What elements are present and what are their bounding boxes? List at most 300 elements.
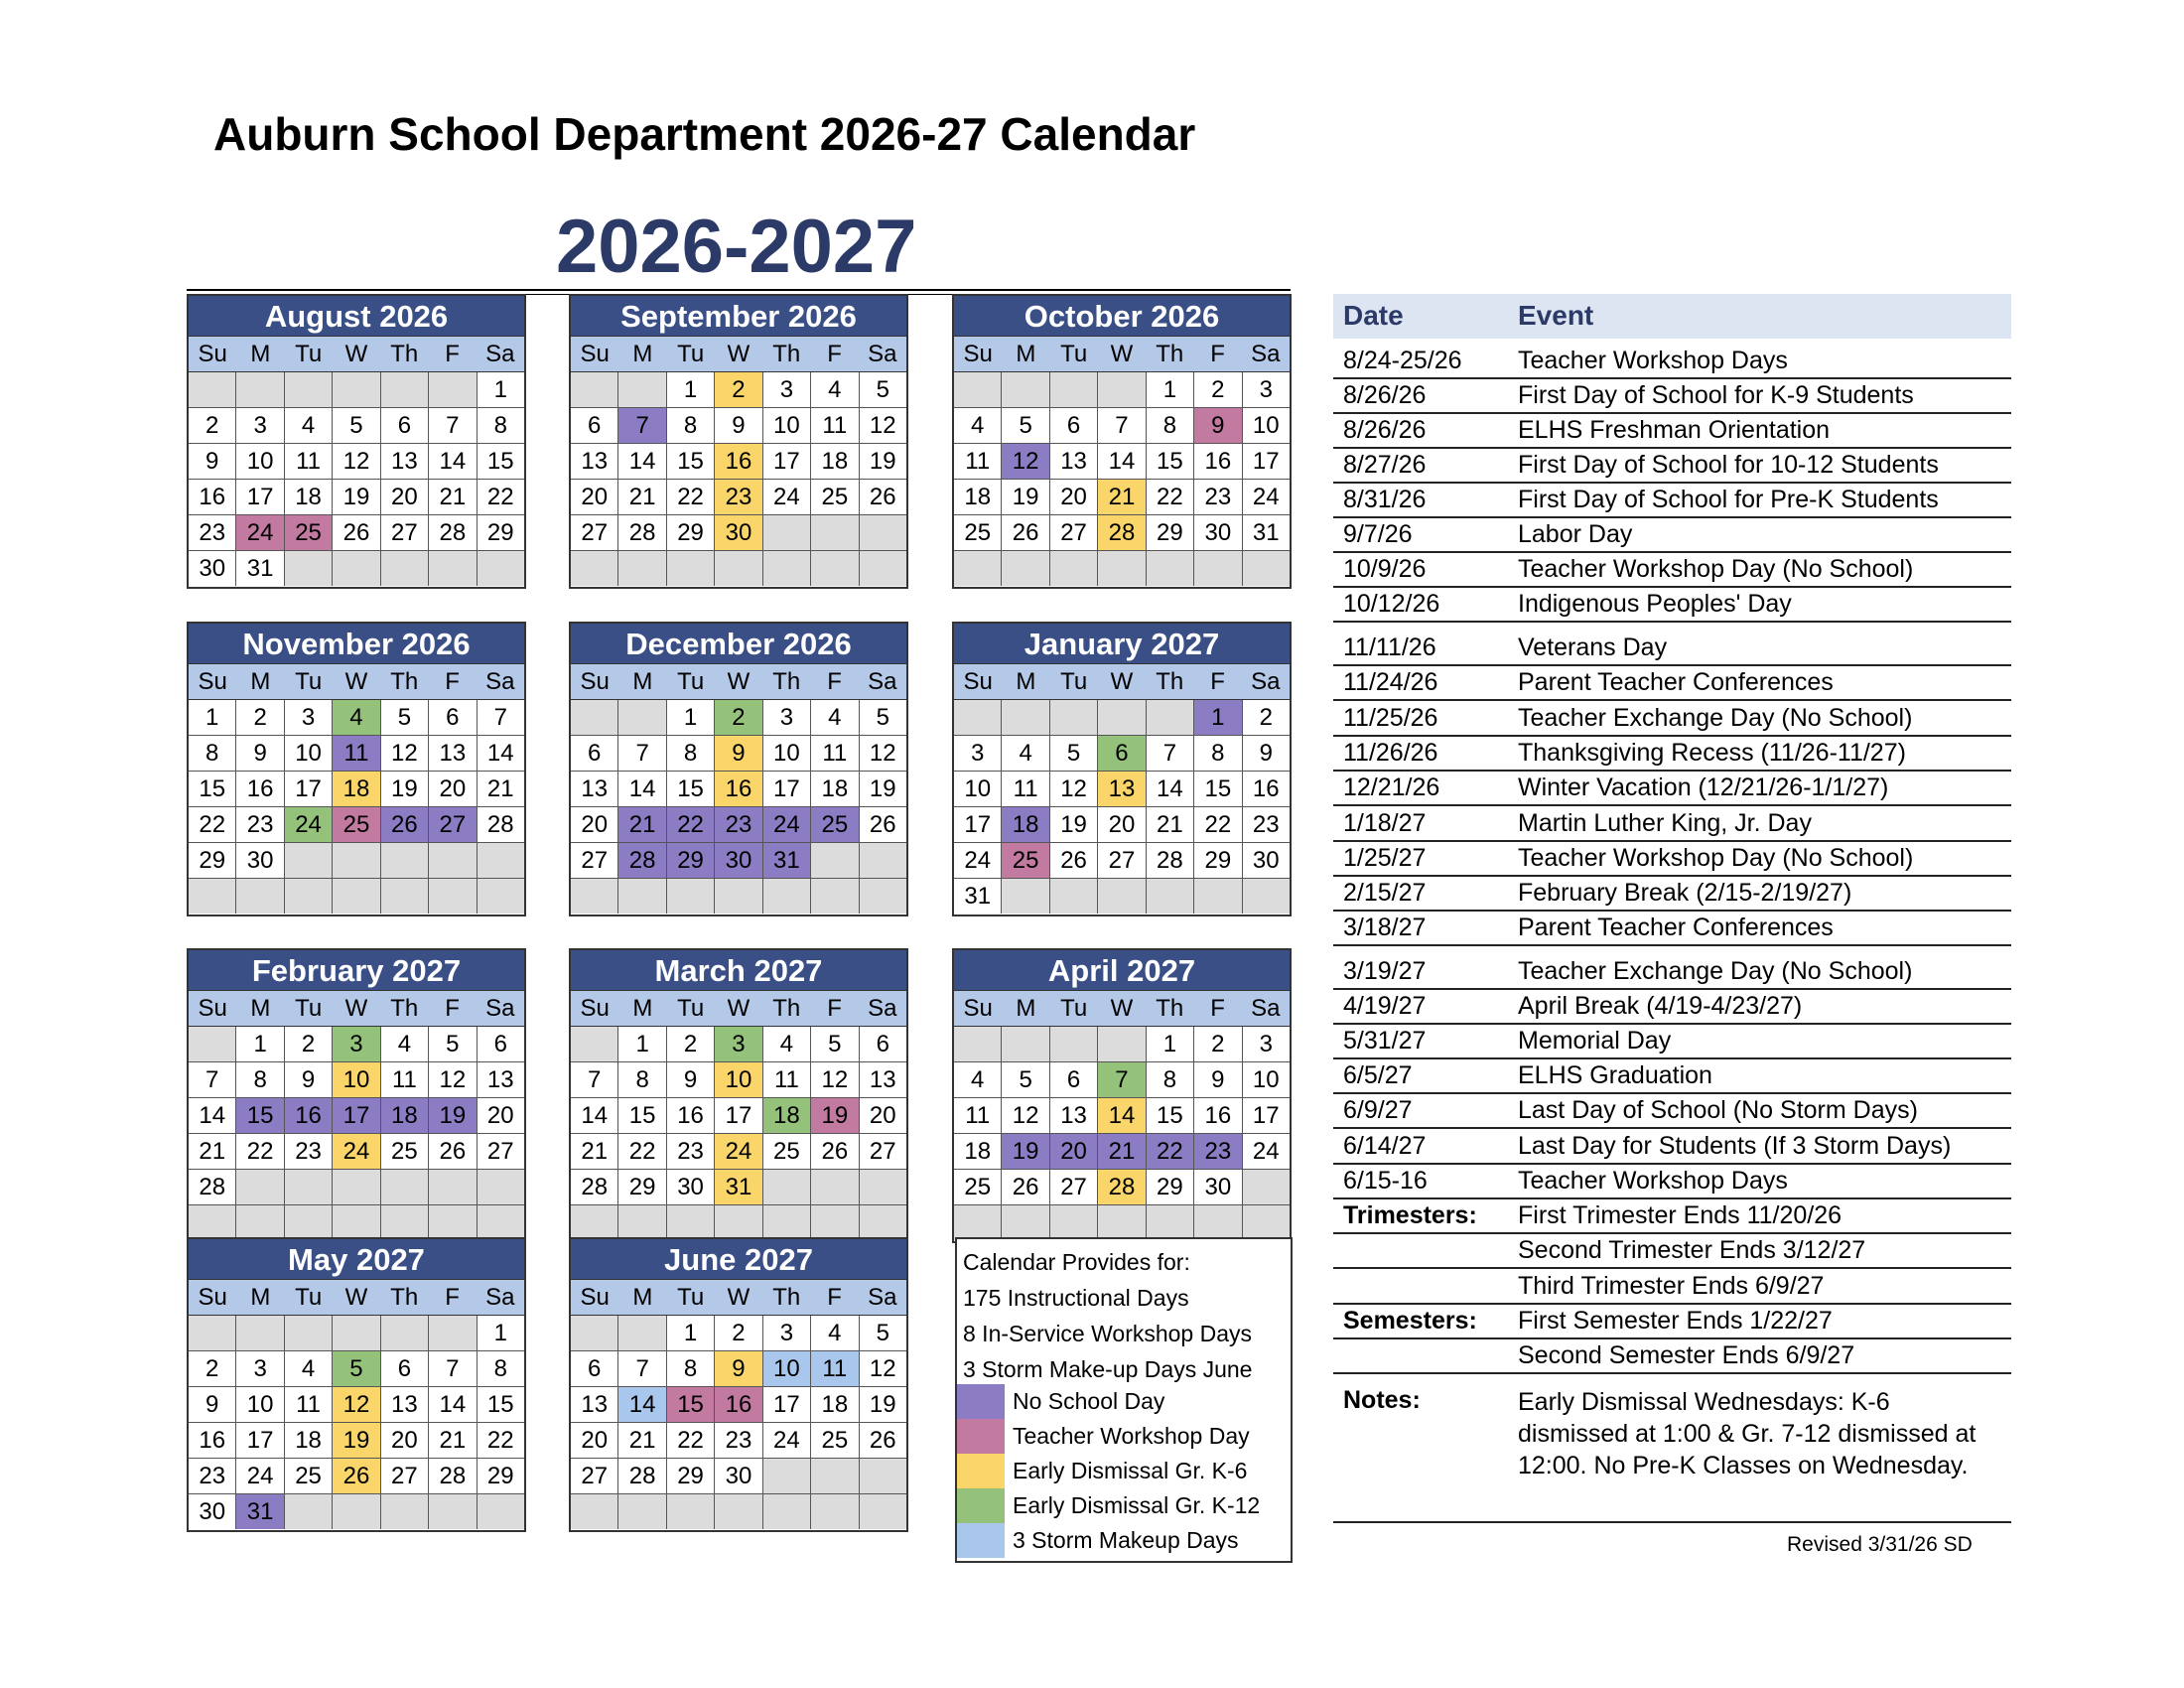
empty-day-cell — [618, 1316, 666, 1350]
event-description: First Day of School for Pre-K Students — [1518, 486, 1939, 513]
weekday-label: M — [250, 341, 271, 367]
document-title: Auburn School Department 2026-27 Calendar — [213, 108, 1196, 160]
day-cell: 12 — [811, 1062, 859, 1097]
legend-item-teacher-workshop — [957, 1419, 1250, 1454]
empty-day-cell — [1050, 1205, 1098, 1240]
empty-day-cell — [1050, 700, 1098, 735]
day-cell: 21 — [618, 480, 666, 514]
day-cell: 25 — [381, 1134, 429, 1169]
day-cell: 7 — [478, 700, 524, 735]
weekday-label: M — [1016, 341, 1036, 367]
event-description: Memorial Day — [1518, 1027, 1672, 1055]
weekday-label: Th — [390, 1284, 419, 1311]
weekday-row — [189, 1279, 524, 1316]
empty-day-cell — [860, 843, 906, 878]
empty-day-cell — [954, 372, 1002, 407]
weekday-row — [954, 990, 1290, 1027]
day-cell: 13 — [571, 444, 618, 479]
day-cell: 18 — [811, 1387, 859, 1422]
empty-day-cell — [860, 1170, 906, 1204]
day-cell: 7 — [1147, 736, 1194, 771]
empty-day-cell — [1002, 1027, 1049, 1061]
empty-day-cell — [381, 843, 429, 878]
day-cell: 22 — [189, 807, 236, 842]
day-cell: 22 — [1147, 1134, 1194, 1169]
empty-day-cell — [381, 1316, 429, 1350]
weekday-label: W — [1110, 668, 1134, 695]
empty-day-cell — [381, 1170, 429, 1204]
event-date: 11/11/26 — [1343, 633, 1436, 661]
day-cell: 6 — [478, 1027, 524, 1061]
day-cell: 7 — [618, 736, 666, 771]
day-cell: 6 — [1050, 1062, 1098, 1097]
section-label: Trimesters: — [1343, 1201, 1477, 1229]
day-cell: 21 — [1147, 807, 1194, 842]
week-row — [954, 1170, 1290, 1205]
day-cell: 2 — [715, 372, 762, 407]
day-cell: 20 — [571, 807, 618, 842]
day-cell: 19 — [333, 480, 380, 514]
week-row — [954, 1098, 1290, 1134]
day-cell: 24 — [236, 515, 284, 550]
day-cell: 3 — [1243, 372, 1290, 407]
weekday-label: Su — [580, 995, 610, 1022]
day-cell: 12 — [860, 736, 906, 771]
weekday-label: Su — [580, 668, 610, 695]
month-calendar — [187, 622, 526, 916]
empty-day-cell — [811, 515, 859, 550]
empty-day-cell — [715, 551, 762, 586]
week-row — [571, 551, 906, 586]
day-cell: 19 — [1002, 1134, 1049, 1169]
day-cell: 26 — [1002, 1170, 1049, 1204]
day-cell: 30 — [715, 1459, 762, 1493]
week-row — [571, 1459, 906, 1494]
weekday-label: Tu — [295, 668, 323, 695]
day-cell: 9 — [715, 408, 762, 443]
weekday-label: Su — [198, 1284, 227, 1311]
empty-day-cell — [1243, 1170, 1290, 1204]
day-cell: 7 — [618, 408, 666, 443]
day-cell: 17 — [1243, 444, 1290, 479]
month-title: April 2027 — [954, 950, 1290, 990]
month-calendar — [569, 948, 908, 1243]
week-row — [571, 372, 906, 408]
empty-day-cell — [285, 879, 333, 914]
weekday-label: Th — [390, 341, 419, 367]
empty-day-cell — [478, 551, 524, 586]
weekday-label: Tu — [295, 995, 323, 1022]
day-cell: 29 — [618, 1170, 666, 1204]
day-cell: 27 — [571, 1459, 618, 1493]
event-description: First Semester Ends 1/22/27 — [1518, 1307, 1833, 1335]
event-date: 6/5/27 — [1343, 1061, 1413, 1089]
weekday-label: Tu — [677, 1284, 705, 1311]
day-cell: 13 — [429, 736, 477, 771]
day-cell: 17 — [285, 772, 333, 806]
event-description: Teacher Exchange Day (No School) — [1518, 957, 1913, 985]
empty-day-cell — [285, 372, 333, 407]
weekday-label: F — [1210, 341, 1225, 367]
day-cell: 8 — [618, 1062, 666, 1097]
event-row — [1333, 874, 2011, 912]
month-title: January 2027 — [954, 624, 1290, 663]
day-cell: 16 — [1194, 1098, 1242, 1133]
day-cell: 9 — [189, 1387, 236, 1422]
empty-day-cell — [285, 1170, 333, 1204]
notes-text: Early Dismissal Wednesdays: K-6 dismissed at 1:00 & Gr. 7-12 dismissed at 12:00. No Pre-K Classes on Wednesday. — [1518, 1388, 1977, 1479]
month-calendar — [187, 948, 526, 1243]
day-cell: 3 — [236, 1351, 284, 1386]
weekday-label: M — [250, 995, 271, 1022]
day-cell: 11 — [285, 444, 333, 479]
weekday-label: Sa — [485, 668, 515, 695]
day-cell: 5 — [1002, 1062, 1049, 1097]
weekday-label: F — [445, 995, 460, 1022]
day-cell: 2 — [1194, 372, 1242, 407]
day-cell: 2 — [236, 700, 284, 735]
month-calendar — [569, 294, 908, 589]
event-description: April Break (4/19-4/23/27) — [1518, 992, 1803, 1020]
weekday-row — [571, 990, 906, 1027]
day-cell: 8 — [236, 1062, 284, 1097]
week-row — [571, 1494, 906, 1529]
event-description: Winter Vacation (12/21/26-1/1/27) — [1518, 774, 1889, 801]
day-cell: 20 — [860, 1098, 906, 1133]
event-date: 8/24-25/26 — [1343, 347, 1462, 374]
date-column-header: Date — [1343, 300, 1404, 331]
day-cell: 14 — [571, 1098, 618, 1133]
event-description: Teacher Exchange Day (No School) — [1518, 704, 1913, 732]
weekday-label: Tu — [677, 995, 705, 1022]
weekday-label: W — [1110, 341, 1134, 367]
weekday-row — [954, 663, 1290, 700]
event-row — [1333, 987, 2011, 1025]
day-cell: 25 — [285, 1459, 333, 1493]
day-cell: 7 — [1098, 408, 1146, 443]
weekday-label: F — [445, 341, 460, 367]
empty-day-cell — [333, 551, 380, 586]
weekday-label: M — [632, 995, 653, 1022]
day-cell: 9 — [285, 1062, 333, 1097]
weekday-label: M — [250, 668, 271, 695]
day-cell: 9 — [1243, 736, 1290, 771]
day-cell: 23 — [715, 480, 762, 514]
day-cell: 31 — [236, 551, 284, 586]
event-date: 8/26/26 — [1343, 381, 1427, 409]
event-description: Indigenous Peoples' Day — [1518, 590, 1792, 618]
empty-day-cell — [1243, 879, 1290, 914]
day-cell: 10 — [763, 736, 811, 771]
empty-day-cell — [1050, 551, 1098, 586]
legend-label: 3 Storm Makeup Days — [1013, 1527, 1239, 1553]
weekday-label: Sa — [1251, 341, 1281, 367]
day-cell: 26 — [860, 480, 906, 514]
day-cell: 6 — [381, 408, 429, 443]
day-cell: 22 — [236, 1134, 284, 1169]
day-cell: 30 — [236, 843, 284, 878]
event-date: 6/15-16 — [1343, 1167, 1428, 1195]
empty-day-cell — [860, 515, 906, 550]
month-calendar — [952, 294, 1292, 589]
day-cell: 14 — [429, 444, 477, 479]
day-cell: 12 — [333, 444, 380, 479]
event-date: 6/14/27 — [1343, 1132, 1427, 1160]
day-cell: 17 — [333, 1098, 380, 1133]
day-cell: 31 — [236, 1494, 284, 1529]
day-cell: 15 — [1194, 772, 1242, 806]
weekday-label: Su — [963, 668, 993, 695]
event-date: 5/31/27 — [1343, 1027, 1427, 1055]
day-cell: 28 — [429, 515, 477, 550]
weekday-label: Th — [390, 668, 419, 695]
empty-day-cell — [381, 551, 429, 586]
empty-day-cell — [1098, 700, 1146, 735]
day-cell: 9 — [715, 736, 762, 771]
week-row — [189, 1170, 524, 1205]
day-cell: 5 — [333, 1351, 380, 1386]
week-row — [571, 1351, 906, 1387]
day-cell: 29 — [189, 843, 236, 878]
day-cell: 17 — [236, 480, 284, 514]
weekday-label: Tu — [1060, 341, 1088, 367]
weekday-label: Sa — [485, 341, 515, 367]
day-cell: 22 — [667, 807, 715, 842]
day-cell: 30 — [189, 1494, 236, 1529]
day-cell: 15 — [478, 444, 524, 479]
day-cell: 13 — [571, 772, 618, 806]
event-date: 9/7/26 — [1343, 520, 1413, 548]
legend-label: Early Dismissal Gr. K-6 — [1013, 1458, 1248, 1483]
empty-day-cell — [1002, 551, 1049, 586]
day-cell: 2 — [1194, 1027, 1242, 1061]
day-cell: 16 — [189, 1423, 236, 1458]
day-cell: 28 — [571, 1170, 618, 1204]
weekday-label: F — [445, 668, 460, 695]
weekday-label: Su — [963, 995, 993, 1022]
event-row — [1333, 804, 2011, 842]
day-cell: 11 — [285, 1387, 333, 1422]
weekday-label: F — [827, 995, 842, 1022]
day-cell: 29 — [1194, 843, 1242, 878]
day-cell: 14 — [1147, 772, 1194, 806]
day-cell: 10 — [715, 1062, 762, 1097]
empty-day-cell — [763, 879, 811, 914]
revision-note: Revised 3/31/26 SD — [1787, 1533, 1973, 1556]
day-cell: 29 — [1147, 515, 1194, 550]
empty-day-cell — [478, 1205, 524, 1240]
empty-day-cell — [1194, 551, 1242, 586]
event-description: Martin Luther King, Jr. Day — [1518, 809, 1812, 837]
day-cell: 30 — [189, 551, 236, 586]
day-cell: 31 — [715, 1170, 762, 1204]
empty-day-cell — [236, 1170, 284, 1204]
month-calendar — [952, 948, 1292, 1243]
day-cell: 4 — [763, 1027, 811, 1061]
empty-day-cell — [1098, 551, 1146, 586]
day-cell: 24 — [285, 807, 333, 842]
weekday-label: W — [727, 341, 751, 367]
day-cell: 22 — [478, 1423, 524, 1458]
day-cell: 20 — [381, 1423, 429, 1458]
day-cell: 11 — [1002, 772, 1049, 806]
weekday-row — [189, 990, 524, 1027]
empty-day-cell — [333, 843, 380, 878]
week-row — [189, 444, 524, 480]
day-cell: 17 — [763, 444, 811, 479]
weekday-label: Su — [198, 995, 227, 1022]
legend-heading: Calendar Provides for: — [963, 1249, 1190, 1275]
weekday-label: Su — [198, 668, 227, 695]
day-cell: 16 — [667, 1098, 715, 1133]
legend-label: Early Dismissal Gr. K-12 — [1013, 1492, 1261, 1518]
day-cell: 28 — [618, 515, 666, 550]
week-row — [189, 700, 524, 736]
empty-day-cell — [236, 1205, 284, 1240]
day-cell: 17 — [763, 772, 811, 806]
day-cell: 8 — [1147, 1062, 1194, 1097]
weekday-label: W — [727, 1284, 751, 1311]
empty-day-cell — [571, 1494, 618, 1529]
day-cell: 7 — [429, 408, 477, 443]
legend-swatch — [957, 1488, 1005, 1523]
day-cell: 2 — [1243, 700, 1290, 735]
weekday-label: F — [1210, 668, 1225, 695]
empty-day-cell — [954, 1205, 1002, 1240]
weekday-label: F — [1210, 995, 1225, 1022]
empty-day-cell — [618, 372, 666, 407]
day-cell: 5 — [860, 372, 906, 407]
event-row — [1333, 952, 2011, 990]
empty-day-cell — [333, 879, 380, 914]
empty-day-cell — [333, 1205, 380, 1240]
empty-day-cell — [667, 1494, 715, 1529]
legend-item-early-dismissal-k12 — [957, 1488, 1260, 1523]
weekday-label: Sa — [868, 668, 897, 695]
day-cell: 10 — [236, 1387, 284, 1422]
day-cell: 16 — [715, 772, 762, 806]
day-cell: 28 — [1147, 843, 1194, 878]
empty-day-cell — [954, 700, 1002, 735]
week-row — [189, 1134, 524, 1170]
event-description: Parent Teacher Conferences — [1518, 668, 1834, 696]
day-cell: 19 — [811, 1098, 859, 1133]
day-cell: 14 — [618, 444, 666, 479]
empty-day-cell — [811, 843, 859, 878]
day-cell: 24 — [1243, 480, 1290, 514]
day-cell: 12 — [1002, 1098, 1049, 1133]
day-cell: 19 — [1002, 480, 1049, 514]
semester-row — [1333, 1336, 2011, 1374]
day-cell: 9 — [189, 444, 236, 479]
empty-day-cell — [811, 1459, 859, 1493]
day-cell: 19 — [860, 1387, 906, 1422]
empty-day-cell — [1002, 700, 1049, 735]
empty-day-cell — [333, 1316, 380, 1350]
event-row — [1333, 699, 2011, 737]
event-row — [1333, 909, 2011, 946]
weekday-label: Th — [390, 995, 419, 1022]
events-table-header — [1333, 294, 2011, 339]
day-cell: 2 — [189, 408, 236, 443]
week-row — [571, 1423, 906, 1459]
empty-day-cell — [860, 879, 906, 914]
empty-day-cell — [715, 879, 762, 914]
weekday-row — [571, 336, 906, 372]
day-cell: 21 — [571, 1134, 618, 1169]
day-cell: 4 — [285, 1351, 333, 1386]
empty-day-cell — [860, 551, 906, 586]
day-cell: 3 — [285, 700, 333, 735]
day-cell: 4 — [333, 700, 380, 735]
empty-day-cell — [333, 372, 380, 407]
empty-day-cell — [1194, 879, 1242, 914]
day-cell: 23 — [1243, 807, 1290, 842]
empty-day-cell — [763, 1459, 811, 1493]
day-cell: 18 — [811, 444, 859, 479]
day-cell: 7 — [1098, 1062, 1146, 1097]
day-cell: 22 — [667, 1423, 715, 1458]
day-cell: 8 — [667, 736, 715, 771]
empty-day-cell — [618, 551, 666, 586]
day-cell: 2 — [715, 1316, 762, 1350]
empty-day-cell — [189, 1205, 236, 1240]
event-date: 3/18/27 — [1343, 914, 1427, 941]
day-cell: 7 — [189, 1062, 236, 1097]
weekday-label: W — [727, 668, 751, 695]
empty-day-cell — [189, 1027, 236, 1061]
week-row — [954, 408, 1290, 444]
empty-day-cell — [954, 1027, 1002, 1061]
weekday-label: Su — [963, 341, 993, 367]
section-label: Semesters: — [1343, 1307, 1477, 1335]
day-cell: 30 — [715, 843, 762, 878]
empty-day-cell — [285, 843, 333, 878]
day-cell: 27 — [478, 1134, 524, 1169]
day-cell: 28 — [189, 1170, 236, 1204]
event-description: Labor Day — [1518, 520, 1633, 548]
event-column-header: Event — [1518, 300, 1594, 331]
day-cell: 21 — [478, 772, 524, 806]
day-cell: 1 — [1147, 1027, 1194, 1061]
day-cell: 6 — [1050, 408, 1098, 443]
day-cell: 20 — [571, 480, 618, 514]
day-cell: 25 — [954, 1170, 1002, 1204]
day-cell: 5 — [811, 1027, 859, 1061]
day-cell: 21 — [618, 807, 666, 842]
empty-day-cell — [1147, 879, 1194, 914]
day-cell: 23 — [715, 807, 762, 842]
empty-day-cell — [1002, 1205, 1049, 1240]
weekday-label: M — [1016, 995, 1036, 1022]
week-row — [189, 736, 524, 772]
legend-item-early-dismissal-k6 — [957, 1454, 1247, 1488]
day-cell: 8 — [667, 408, 715, 443]
weekday-label: Tu — [295, 341, 323, 367]
day-cell: 9 — [667, 1062, 715, 1097]
day-cell: 4 — [811, 700, 859, 735]
event-row — [1333, 629, 2011, 666]
weekday-label: Tu — [677, 668, 705, 695]
day-cell: 21 — [189, 1134, 236, 1169]
event-description: First Trimester Ends 11/20/26 — [1518, 1201, 1843, 1229]
day-cell: 20 — [571, 1423, 618, 1458]
month-calendar — [569, 622, 908, 916]
empty-day-cell — [618, 700, 666, 735]
weekday-row — [189, 336, 524, 372]
week-row — [954, 515, 1290, 551]
trimester-row — [1333, 1231, 2011, 1269]
